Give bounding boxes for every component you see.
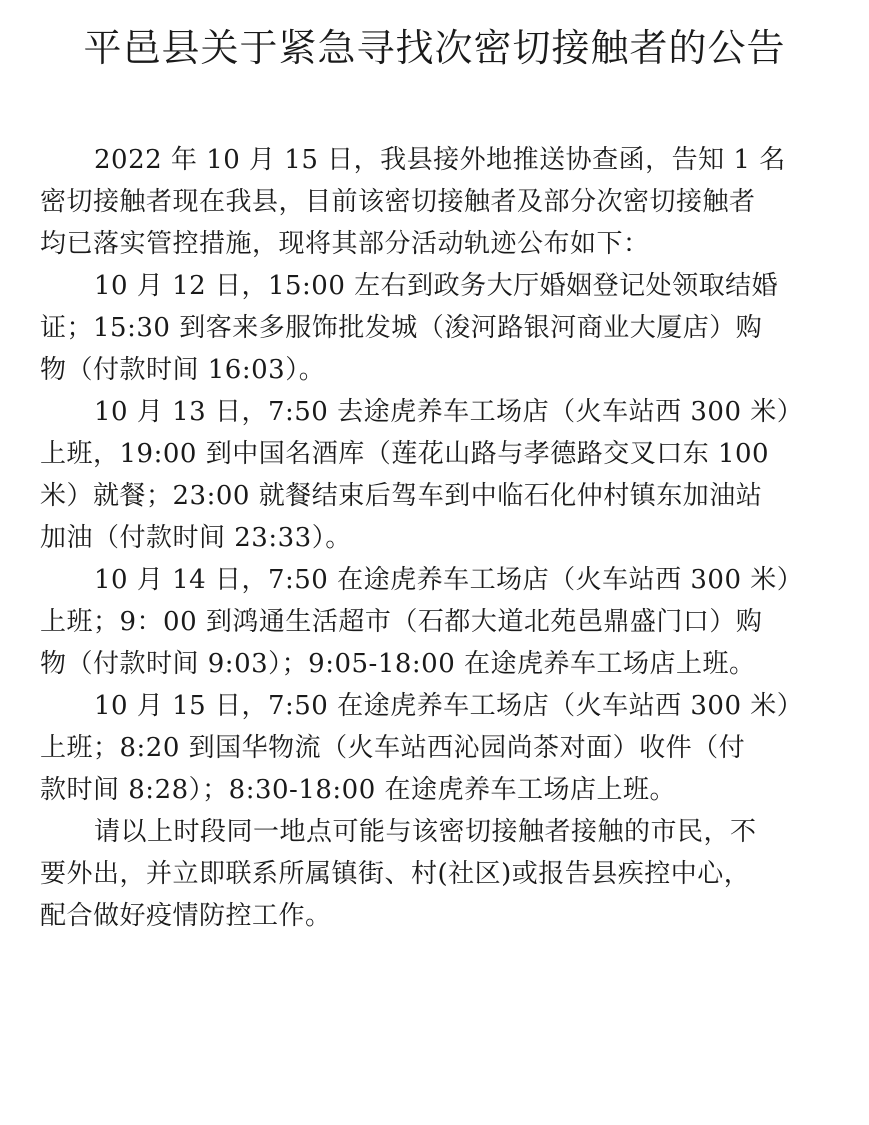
paragraph-line: 上班；9：00 到鸿通生活超市（石都大道北苑邑鼎盛门口）购 [40,607,763,637]
paragraph-line: 款时间 8:28）；8:30-18:00 在途虎养车工场店上班。 [40,775,677,805]
paragraph-line: 2022 年 10 月 15 日，我县接外地推送协查函，告知 1 名 [94,145,786,175]
paragraph-line: 10 月 12 日，15:00 左右到政务大厅婚姻登记处领取结婚 [94,271,779,301]
paragraph-oct-12 [40,265,830,391]
paragraph-oct-14 [40,559,830,685]
notice-title: 平邑县关于紧急寻找次密切接触者的公告 [83,26,786,70]
paragraph-line: 证；15:30 到客来多服饰批发城（浚河路银河商业大厦店）购 [40,313,763,343]
paragraph-line: 上班，19:00 到中国名酒库（莲花山路与孝德路交叉口东 100 [40,439,770,469]
paragraph-line: 配合做好疫情防控工作。 [40,901,332,931]
paragraph-line: 上班；8:20 到国华物流（火车站西沁园尚茶对面）收件（付 [40,733,746,763]
paragraph-oct-15 [40,685,830,811]
paragraph-line: 物（付款时间 16:03）。 [40,355,326,385]
paragraph-line: 均已落实管控措施，现将其部分活动轨迹公布如下： [40,229,650,259]
paragraph-line: 请以上时段同一地点可能与该密切接触者接触的市民，不 [94,817,757,847]
notice-body [40,139,830,937]
paragraph-line: 10 月 14 日，7:50 在途虎养车工场店（火车站西 300 米） [94,565,804,595]
paragraph-line: 米）就餐；23:00 就餐结束后驾车到中临石化仲村镇东加油站 [40,481,763,511]
paragraph-intro [40,139,830,265]
paragraph-line: 要外出，并立即联系所属镇街、村(社区)或报告县疾控中心， [40,859,751,889]
paragraph-oct-13 [40,391,830,559]
paragraph-line: 10 月 15 日，7:50 在途虎养车工场店（火车站西 300 米） [94,691,804,721]
paragraph-appeal [40,811,830,937]
paragraph-line: 10 月 13 日，7:50 去途虎养车工场店（火车站西 300 米） [94,397,804,427]
paragraph-line: 物（付款时间 9:03）；9:05-18:00 在途虎养车工场店上班。 [40,649,756,679]
paragraph-line: 加油（付款时间 23:33）。 [40,523,352,553]
paragraph-line: 密切接触者现在我县，目前该密切接触者及部分次密切接触者 [40,187,756,217]
